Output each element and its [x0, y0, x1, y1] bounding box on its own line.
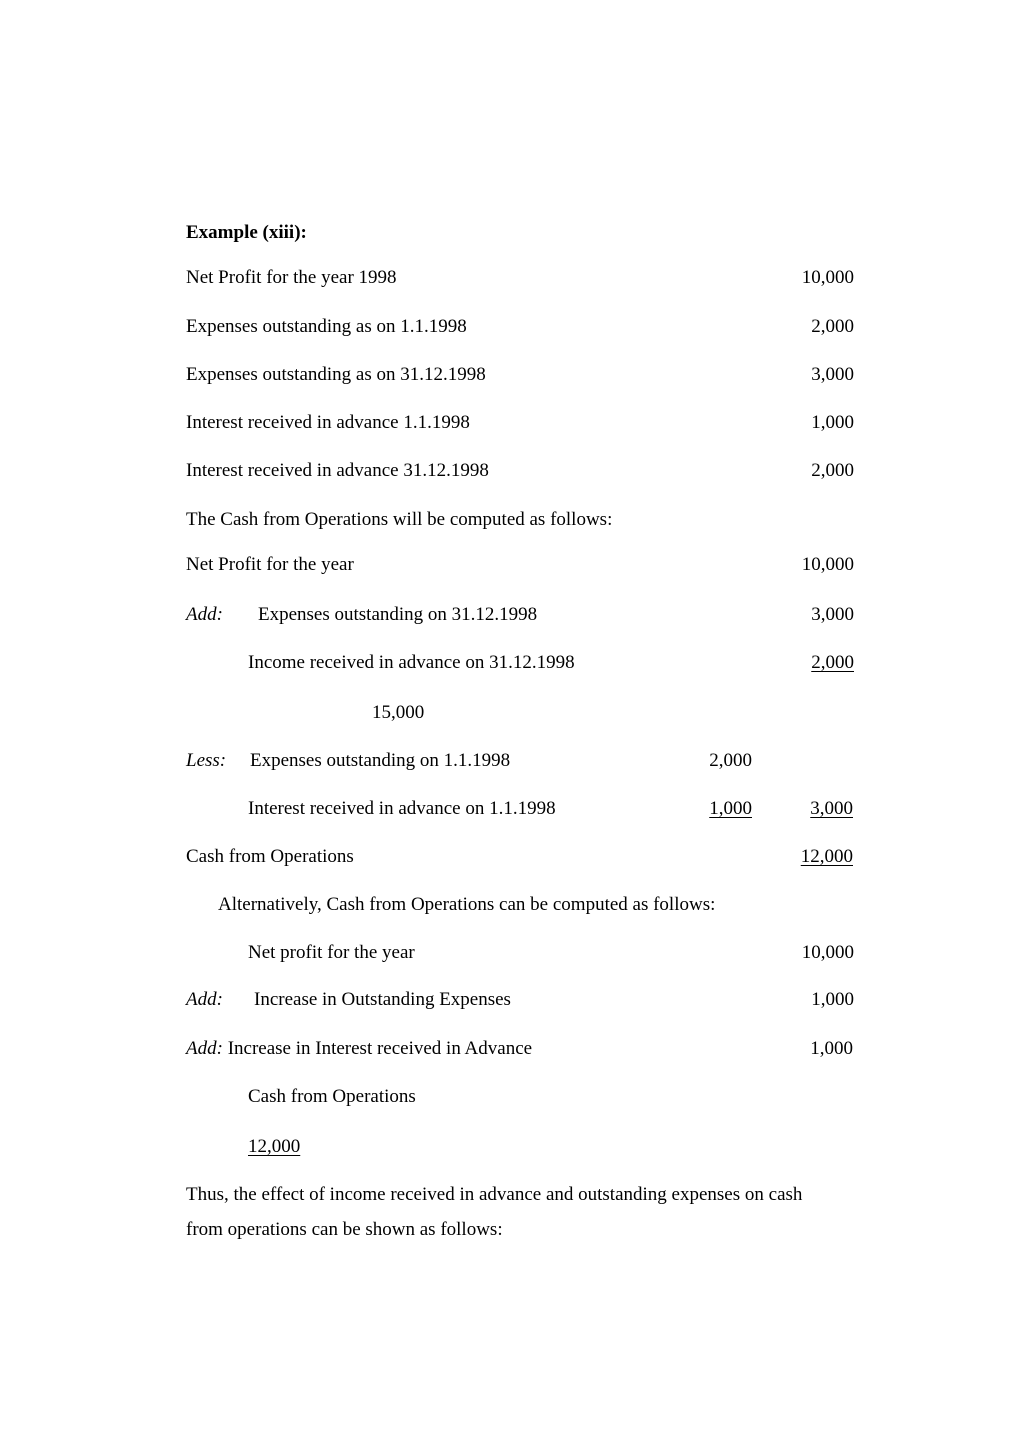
comp-add-1-label: Expenses outstanding on 31.12.1998	[258, 604, 538, 625]
alt-add-prefix-2: Add:	[186, 1038, 223, 1059]
given-value-exp-outstanding-start: 2,000	[811, 316, 854, 337]
comp-less-2-label: Interest received in advance on 1.1.1998	[248, 798, 556, 819]
comp-less-1-label: Expenses outstanding on 1.1.1998	[250, 750, 511, 771]
comp-less-prefix: Less:	[186, 750, 227, 771]
comp-add-1-value: 3,000	[811, 604, 854, 625]
alt-add-2-label: Increase in Interest received in Advance	[227, 1038, 533, 1059]
comp-add-2-label: Income received in advance on 31.12.1998	[248, 652, 575, 673]
comp-net-profit-value: 10,000	[801, 554, 854, 575]
comp-less-total: 3,000	[810, 798, 853, 819]
alt-result-value: 12,000	[248, 1136, 301, 1157]
alt-add-2-line	[186, 1038, 532, 1061]
alt-result-label: Cash from Operations	[248, 1086, 416, 1107]
given-label-interest-advance-start: Interest received in advance 1.1.1998	[186, 412, 470, 433]
alt-add-2-value: 1,000	[810, 1038, 853, 1059]
given-label-exp-outstanding-end: Expenses outstanding as on 31.12.1998	[186, 364, 486, 385]
given-label-net-profit: Net Profit for the year 1998	[186, 267, 397, 288]
alt-add-1-value: 1,000	[811, 989, 854, 1010]
given-value-interest-advance-end: 2,000	[811, 460, 854, 481]
alt-add-1-label: Increase in Outstanding Expenses	[254, 989, 511, 1010]
comp-result-value: 12,000	[800, 846, 853, 867]
conclusion-line-1: Thus, the effect of income received in advance and outstanding expenses on cash	[186, 1184, 803, 1205]
alternative-intro: Alternatively, Cash from Operations can be computed as follows:	[218, 894, 716, 915]
comp-add-prefix: Add:	[186, 604, 223, 625]
given-value-exp-outstanding-end: 3,000	[811, 364, 854, 385]
comp-result-label: Cash from Operations	[186, 846, 354, 867]
computation-intro: The Cash from Operations will be computed as follows:	[186, 509, 613, 530]
given-value-net-profit: 10,000	[801, 267, 854, 288]
alt-net-profit-label: Net profit for the year	[248, 942, 415, 963]
comp-subtotal: 15,000	[372, 702, 425, 723]
given-value-interest-advance-start: 1,000	[811, 412, 854, 433]
example-heading: Example (xiii):	[186, 222, 307, 243]
alt-net-profit-value: 10,000	[801, 942, 854, 963]
given-label-interest-advance-end: Interest received in advance 31.12.1998	[186, 460, 489, 481]
comp-less-2-value: 1,000	[709, 798, 752, 819]
comp-net-profit-label: Net Profit for the year	[186, 554, 354, 575]
comp-less-1-value: 2,000	[709, 750, 752, 771]
comp-add-2-value: 2,000	[811, 652, 854, 673]
conclusion-line-2: from operations can be shown as follows:	[186, 1219, 503, 1240]
given-label-exp-outstanding-start: Expenses outstanding as on 1.1.1998	[186, 316, 467, 337]
alt-add-prefix-1: Add:	[186, 989, 223, 1010]
